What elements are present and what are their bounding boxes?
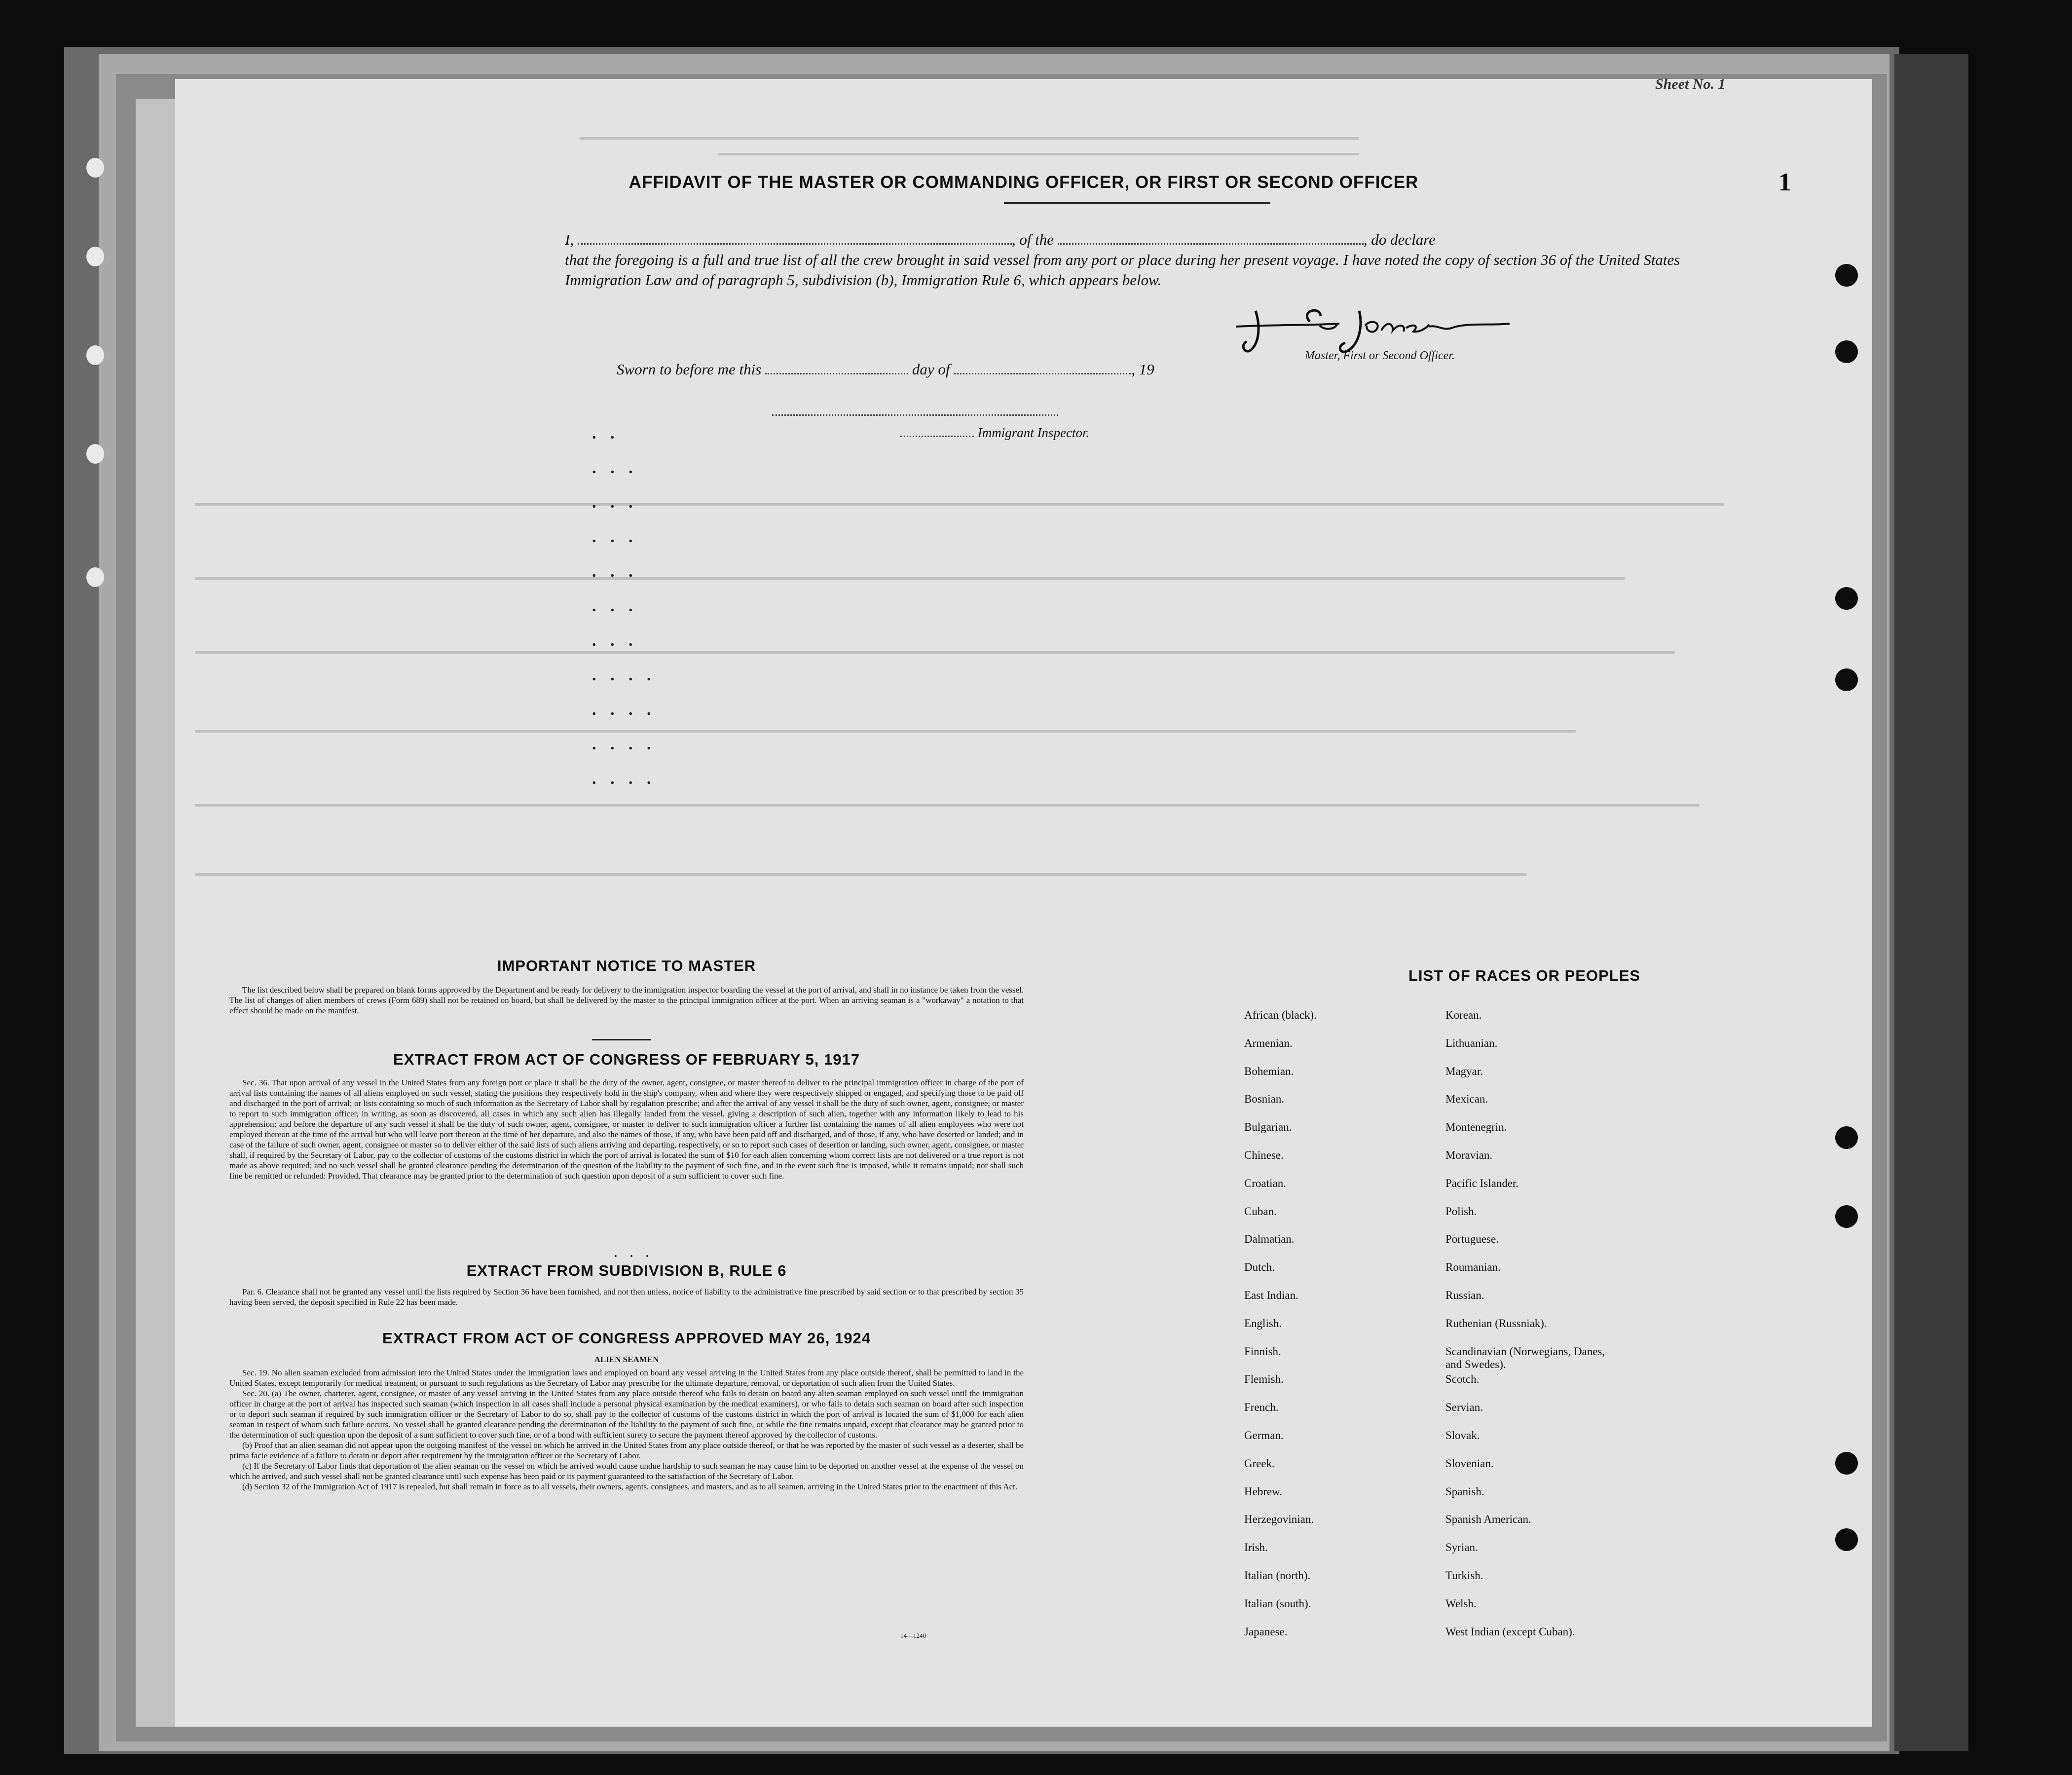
- race-item: Croatian.: [1244, 1177, 1286, 1189]
- race-item: Spanish.: [1445, 1485, 1484, 1498]
- race-item: Spanish American.: [1445, 1513, 1531, 1526]
- race-item: Ruthenian (Russniak).: [1445, 1317, 1547, 1330]
- race-item: Russian.: [1445, 1289, 1484, 1301]
- act-1924-paragraph: (d) Section 32 of the Immigration Act of 1917 is repealed, but shall remain in force as to all vessels, their owners, agents, consignees, and masters, and as to all seamen, arriving in the United States prior to the enactment of this Act.: [242, 1482, 1018, 1491]
- act-1924-paragraph: Sec. 19. No alien seaman excluded from admission into the United States under the immigration laws and employed on board any vessel arriving in the United States from any place outside thereof, shall be permitted to land in the United States, except temporarily for medical treatment, or pursuant to such regulations as the Secretary of Labor may prescribe for the ultimate departure, removal, or deportation of such alien from the United States.: [229, 1368, 1024, 1388]
- race-item: Cuban.: [1244, 1205, 1277, 1218]
- row-dots: . . . .: [592, 666, 656, 684]
- row-dots: . . .: [592, 631, 638, 650]
- race-item: Armenian.: [1244, 1036, 1293, 1049]
- label-i: I,: [565, 231, 574, 248]
- row-dots: . . .: [592, 597, 638, 615]
- manifest-sheet: [175, 76, 1872, 1727]
- race-item: Bohemian.: [1244, 1065, 1294, 1077]
- folder-edge-right: [1894, 54, 1968, 1751]
- row-dots: . . . .: [592, 735, 656, 753]
- inspector-row: [900, 425, 1089, 441]
- punch-hole: [1835, 1205, 1858, 1228]
- punch-hole: [1835, 1452, 1858, 1475]
- race-item: Finnish.: [1244, 1345, 1281, 1358]
- race-item: Welsh.: [1445, 1597, 1477, 1610]
- show-through: [195, 730, 1576, 733]
- act-1924-paragraph: Sec. 20. (a) The owner, charterer, agent, consignee, or master of any vessel arriving in the United States from any place outside thereof who fails to detain on board any alien seaman employed on such vessel until the immigration officer in charge at the port of arrival has inspected such seaman (which inspection in all cases shall include a personal physical examination by the medical examiners), or who fails to detain such seaman on board after such inspection or to deport such seaman if required by such immigration officer or the Secretary of Labor to do so, shall pay to the collector of customs of the customs district in which the port of arrival is located the sum of $1,000 for each alien seaman in respect of whom such failure occurs. No vessel shall be granted clearance pending the determination of the liability to the payment of such fine, or while the fine remains unpaid, except that clearance may be granted prior to the determination of such question upon the deposit of a sum sufficient to cover such fine, or of a bond with sufficient surety to secure the payment thereof approved by the collector of customs.: [229, 1389, 1024, 1440]
- race-item: Flemish.: [1244, 1373, 1284, 1386]
- affidavit-text: [565, 229, 1690, 290]
- signer-caption: Master, First or Second Officer.: [1305, 349, 1455, 362]
- binder-hole: [86, 345, 104, 365]
- show-through: [195, 873, 1527, 876]
- row-dots: . . .: [592, 528, 638, 546]
- act-1924-text: [229, 1368, 1024, 1492]
- row-dots: . . .: [592, 493, 638, 512]
- binder-hole: [86, 247, 104, 266]
- races-title: LIST OF RACES OR PEOPLES: [1408, 967, 1641, 984]
- punch-hole: [1835, 587, 1858, 610]
- act-1924-paragraph: (c) If the Secretary of Labor finds that deportation of the alien seaman on the vessel on which he arrived would cause undue hardship to such seaman he may cause him to be deported on another vessel at the expense of the vessel on which he arrived, and such vessel shall not be granted clearance until such expense has been paid or its payment guaranteed to the satisfaction of the Secretary of Labor.: [229, 1461, 1024, 1481]
- form-code: 14—1240: [900, 1632, 926, 1639]
- punch-hole: [1835, 1126, 1858, 1149]
- race-item: Dutch.: [1244, 1261, 1275, 1274]
- label-year: , 19: [1131, 361, 1154, 378]
- act-1917-text: [229, 1077, 1024, 1181]
- punch-hole: [1835, 340, 1858, 363]
- race-item: Scotch.: [1445, 1373, 1480, 1386]
- binder-hole: [86, 158, 104, 178]
- race-item: Magyar.: [1445, 1065, 1483, 1077]
- rule-6-title: EXTRACT FROM SUBDIVISION B, RULE 6: [466, 1262, 787, 1279]
- race-item: Hebrew.: [1244, 1485, 1283, 1498]
- row-dots: . . . .: [592, 770, 656, 788]
- sheet-number: Sheet No. 1: [1655, 76, 1726, 92]
- page-mark: 1: [1778, 168, 1791, 196]
- race-item: Syrian.: [1445, 1541, 1478, 1554]
- inspector-field[interactable]: [900, 427, 974, 437]
- label-day-of: day of: [912, 361, 950, 378]
- act-1917-paragraph: Sec. 36. That upon arrival of any vessel in the United States from any foreign port or place it shall be the duty of the owner, agent, consignee, or master thereof to deliver to the principal immigration officer in charge of the port of arrival lists containing the names of all aliens employed on such vessel, stating the positions they respectively hold in the ship's company, when and where they were respectively shipped or engaged, and specifying those to be paid off and discharged in the port of arrival; or lists containing so much of such information as the Secretary of Labor shall by regulation prescribe; and after the arrival of any vessel it shall be the duty of such owner, agent, consignee, or master to report to such immigration officer, in writing, as soon as discovered, all cases in which any such alien has illegally landed from the vessel, giving a description of such alien, together with any information likely to lead to his apprehension; and before the departure of any such vessel it shall be the duty of such owner, agent, consignee, or master to deliver to such immigration officer a further list containing the names of all alien employees who were not employed thereon at the time of the arrival but who will leave port thereon at the time of her departure, and also the names of those, if any, who have been paid off and discharged, and of those, if any, who have deserted or landed; and in case of the failure of such owner, agent, consignee or master so to deliver either of the said lists of such aliens arriving and departing, respectively, or so to report such cases of desertion or landing, such owner, agent, consignee, or master shall, if required by the Secretary of Labor, pay to the collector of customs of the customs district in which the port of arrival is located the sum of $10 for each alien concerning whom correct lists are not delivered or a true report is not made as above required; and no such vessel shall be granted clearance pending the determination of the question of the liability to the payment of such fine, and in the event such fine is imposed, while it remains unpaid; nor shall such fine be remitted or refunded: Provided, That clearance may be granted prior to the determination of such question upon deposit of a sum sufficient to cover such fine.: [229, 1078, 1024, 1181]
- race-item: Scandinavian (Norwegians, Danes, and Swedes).: [1445, 1345, 1605, 1370]
- punch-hole: [1835, 1528, 1858, 1551]
- notice-paragraph: The list described below shall be prepared on blank forms approved by the Department and be ready for delivery to the immigration inspector boarding the vessel at the port of arrival, and shall in no instance be taken from the vessel. The list of changes of alien members of crews (Form 689) shall not be retained on board, but shall be delivered by the master to the principal immigration officer at the port. When an arriving seaman is a "workaway" a notation to that effect should be made on the manifest.: [229, 985, 1024, 1015]
- binder-hole: [86, 444, 104, 464]
- section-rule: [592, 1039, 651, 1040]
- race-item: French.: [1244, 1401, 1279, 1414]
- act-1924-subtitle: ALIEN SEAMEN: [594, 1355, 659, 1364]
- race-item: Italian (north).: [1244, 1569, 1311, 1582]
- row-dots: . . .: [592, 459, 638, 477]
- sworn-line: [617, 360, 1154, 378]
- show-through: [195, 503, 1724, 506]
- day-field[interactable]: [765, 360, 908, 374]
- race-item: East Indian.: [1244, 1289, 1298, 1301]
- race-item: Portuguese.: [1445, 1233, 1499, 1246]
- race-item: Lithuanian.: [1445, 1036, 1498, 1049]
- notice-title: IMPORTANT NOTICE TO MASTER: [497, 957, 756, 974]
- race-item: Montenegrin.: [1445, 1121, 1507, 1134]
- race-item: Japanese.: [1244, 1625, 1288, 1638]
- label-sworn: Sworn to before me this: [617, 361, 762, 378]
- show-through: [718, 153, 1359, 155]
- binder-hole: [86, 567, 104, 587]
- race-item: Greek.: [1244, 1457, 1275, 1470]
- race-item: Servian.: [1445, 1401, 1483, 1414]
- row-dots: . .: [592, 424, 620, 443]
- race-item: Bosnian.: [1244, 1093, 1285, 1106]
- punch-hole: [1835, 264, 1858, 287]
- race-item: Pacific Islander.: [1445, 1177, 1519, 1189]
- race-item: West Indian (except Cuban).: [1445, 1625, 1575, 1638]
- race-item: Moravian.: [1445, 1149, 1493, 1161]
- show-through: [195, 804, 1700, 807]
- affidavit-body: that the foregoing is a full and true list of all the crew brought in said vessel from any port or place during her present voyage. I have noted the copy of section 36 of the United States Immigration Law and of paragraph 5, subdivision (b), Immigration Rule 6, which appears below.: [565, 251, 1680, 289]
- affidavit-title: AFFIDAVIT OF THE MASTER OR COMMANDING OFFICER, OR FIRST OR SECOND OFFICER: [629, 173, 1419, 192]
- show-through: [195, 651, 1675, 654]
- race-item: Herzegovinian.: [1244, 1513, 1314, 1526]
- race-item: Dalmatian.: [1244, 1233, 1295, 1246]
- declaration-line: [565, 229, 1690, 250]
- punch-hole: [1835, 668, 1858, 691]
- act-1924-title: EXTRACT FROM ACT OF CONGRESS APPROVED MAY 26, 1924: [382, 1330, 871, 1347]
- race-item: Polish.: [1445, 1205, 1477, 1218]
- month-field[interactable]: [954, 360, 1131, 374]
- race-item: Italian (south).: [1244, 1597, 1311, 1610]
- title-rule: [1004, 202, 1270, 204]
- label-of-the: , of the: [1011, 231, 1054, 248]
- race-item: English.: [1244, 1317, 1282, 1330]
- vessel-field[interactable]: [1058, 230, 1364, 245]
- race-item: Roumanian.: [1445, 1261, 1501, 1274]
- race-item: Irish.: [1244, 1541, 1268, 1554]
- race-item: Slovenian.: [1445, 1457, 1494, 1470]
- row-dots: . . .: [592, 562, 638, 581]
- section-dots: . . .: [614, 1247, 654, 1260]
- act-1924-paragraph: (b) Proof that an alien seaman did not appear upon the outgoing manifest of the vessel on which he arrived in the United States from any place outside thereof, or that he was reported by the master of such vessel as a deserter, shall be prima facie evidence of a failure to detain or deport after requirement by the immigration officer or the Secretary of Labor.: [229, 1441, 1024, 1460]
- race-item: Bulgarian.: [1244, 1121, 1292, 1134]
- race-item: Korean.: [1445, 1009, 1482, 1021]
- inspector-caption: Immigrant Inspector.: [977, 425, 1090, 440]
- label-do-declare: , do declare: [1363, 231, 1436, 248]
- row-dots: . . . .: [592, 701, 656, 719]
- notice-text: [229, 985, 1024, 1016]
- race-item: Turkish.: [1445, 1569, 1483, 1582]
- race-item: Slovak.: [1445, 1429, 1480, 1442]
- inspector-signature-line[interactable]: [772, 414, 1058, 416]
- rule-6-paragraph: Par. 6. Clearance shall not be granted any vessel until the lists required by Section 36 have been furnished, and not then unless, notice of liability to the administrative fine prescribed by said section or to that prescribed by section 35 having been served, the deposit specified in Rule 22 has been made.: [229, 1287, 1024, 1307]
- race-item: Chinese.: [1244, 1149, 1284, 1161]
- race-item: German.: [1244, 1429, 1284, 1442]
- rule-6-text: [229, 1287, 1024, 1307]
- show-through: [580, 137, 1359, 140]
- name-field[interactable]: [578, 230, 1012, 245]
- race-item: African (black).: [1244, 1009, 1317, 1021]
- show-through: [195, 577, 1626, 580]
- act-1917-title: EXTRACT FROM ACT OF CONGRESS OF FEBRUARY 5, 1917: [393, 1051, 860, 1068]
- race-item: Mexican.: [1445, 1093, 1488, 1106]
